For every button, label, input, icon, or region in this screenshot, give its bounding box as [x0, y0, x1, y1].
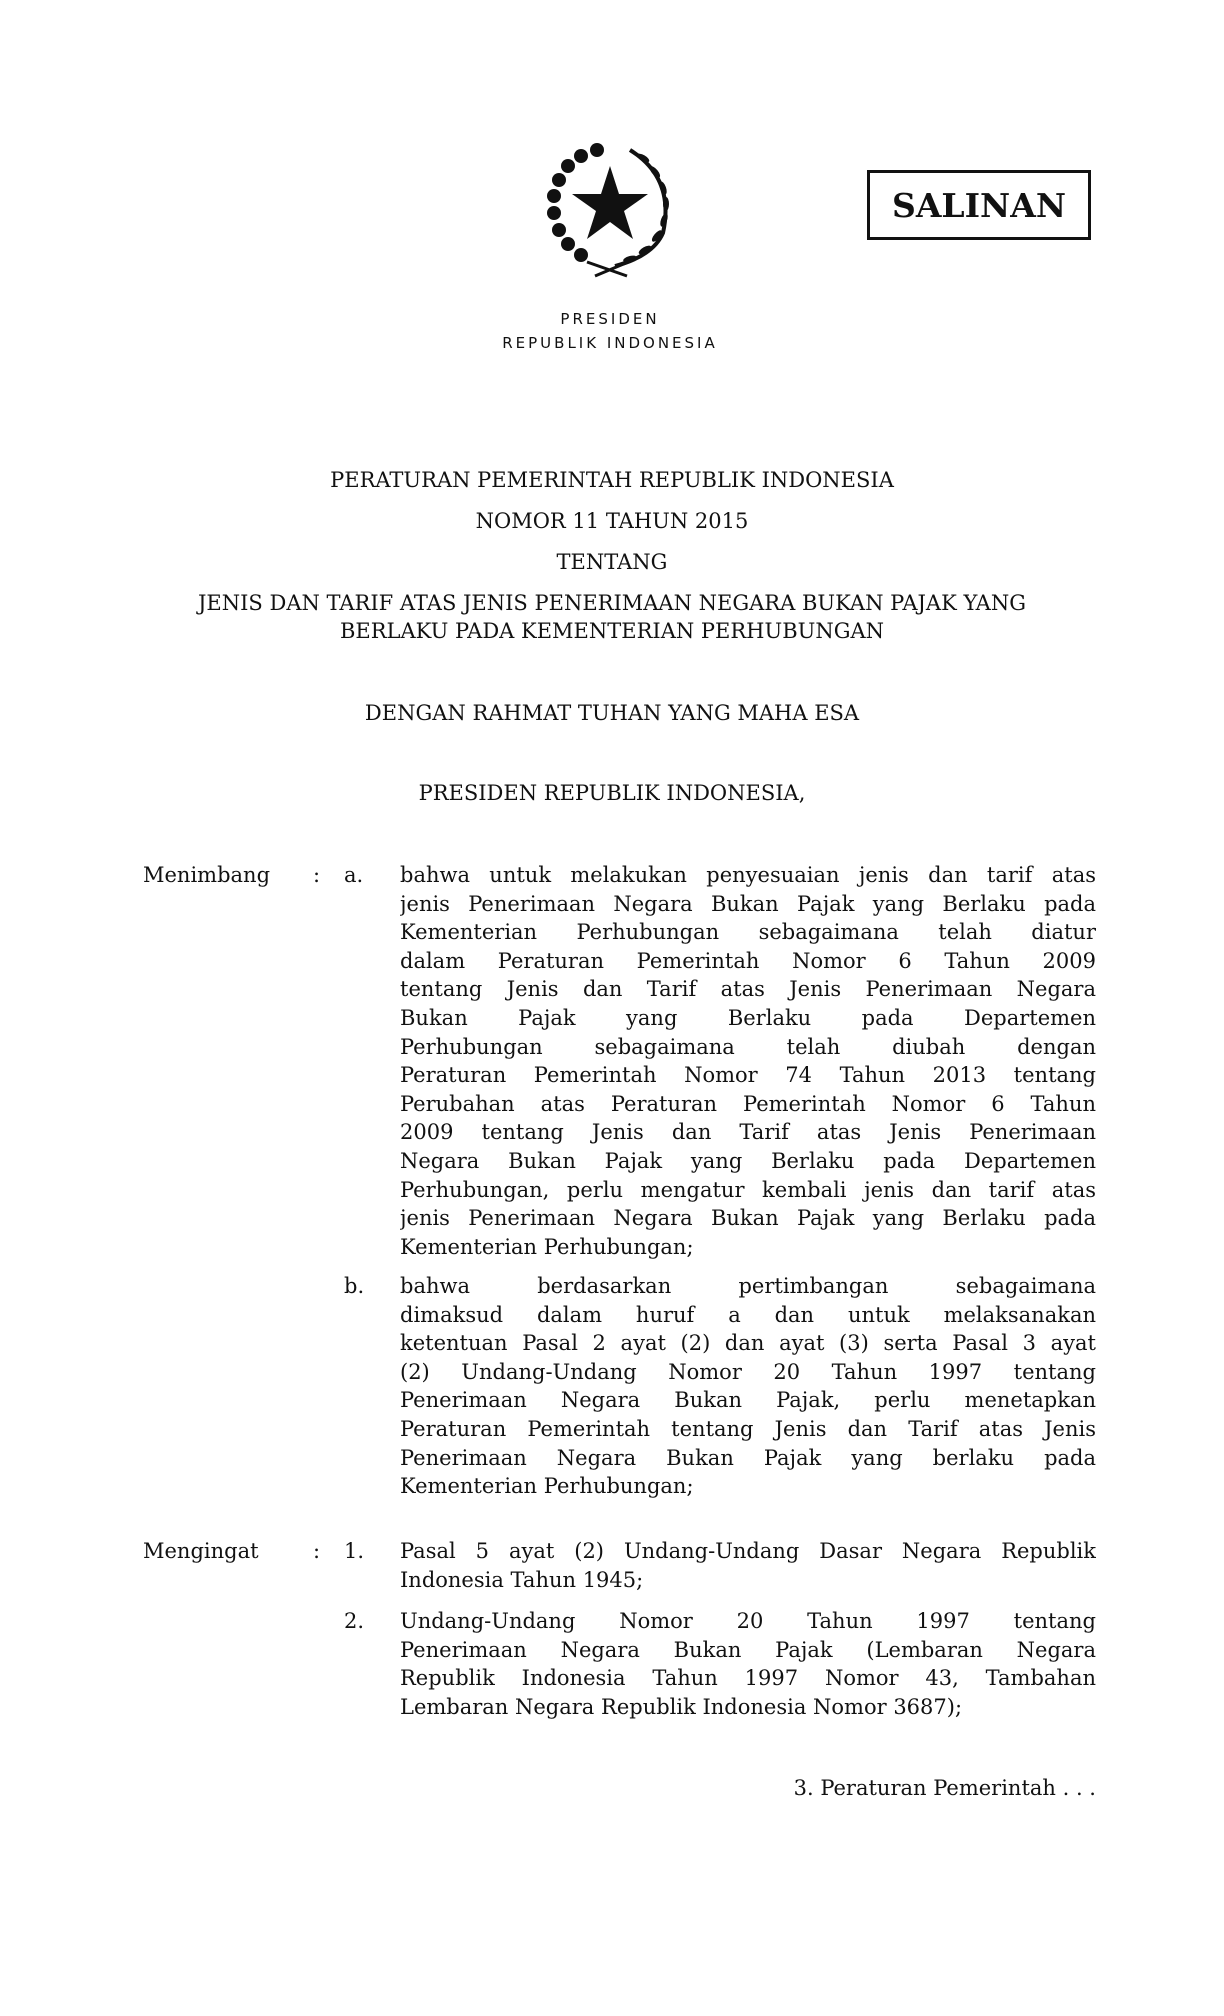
salinan-stamp: SALINAN	[867, 170, 1091, 240]
regulation-subject-line1: JENIS DAN TARIF ATAS JENIS PENERIMAAN NEGARA BUKAN PAJAK YANG	[198, 591, 1026, 615]
text-line: Indonesia Tahun 1945;	[400, 1567, 644, 1592]
mengingat-colon: :	[313, 1539, 321, 1563]
text-line: bahwa berdasarkan pertimbangan sebagaimana	[400, 1274, 1096, 1298]
presidential-emblem	[535, 138, 685, 278]
text-line: dimaksud dalam huruf a dan untuk melaksanakan	[400, 1302, 1096, 1327]
invocation: DENGAN RAHMAT TUHAN YANG MAHA ESA	[364, 701, 860, 725]
text-line: Penerimaan Negara Bukan Pajak yang berlaku pada	[400, 1445, 1096, 1470]
text-line: Bukan Pajak yang Berlaku pada Departemen	[400, 1005, 1096, 1030]
text-line: tentang Jenis dan Tarif atas Jenis Penerimaan Negara	[400, 977, 1096, 1002]
regulation-number: NOMOR 11 TAHUN 2015	[475, 509, 749, 533]
text-line: Kementerian Perhubungan;	[400, 1234, 694, 1259]
text-line: Kementerian Perhubungan sebagaimana telah diatur	[400, 920, 1096, 945]
text-line: Perubahan atas Peraturan Pemerintah Nomor 6 Tahun	[400, 1091, 1096, 1116]
letterhead-republik-indonesia: REPUBLIK INDONESIA	[502, 334, 718, 352]
text-line: Republik Indonesia Tahun 1997 Nomor 43, Tambahan	[400, 1666, 1096, 1691]
text-line: Kementerian Perhubungan;	[400, 1474, 694, 1499]
regulation-title: PERATURAN PEMERINTAH REPUBLIK INDONESIA	[330, 468, 894, 492]
mengingat-item-1	[400, 1537, 1096, 1594]
item-marker: a.	[344, 863, 364, 887]
item-marker: 1.	[344, 1539, 365, 1563]
item-marker: 2.	[344, 1609, 365, 1633]
text-line: bahwa untuk melakukan penyesuaian jenis dan tarif atas	[400, 863, 1096, 887]
regulation-subject-line2: BERLAKU PADA KEMENTERIAN PERHUBUNGAN	[339, 619, 885, 643]
text-line: Penerimaan Negara Bukan Pajak, perlu menetapkan	[400, 1388, 1096, 1413]
regulation-tentang: TENTANG	[556, 550, 668, 574]
text-line: Perhubungan, perlu mengatur kembali jenis dan tarif atas	[400, 1177, 1096, 1202]
text-line: Negara Bukan Pajak yang Berlaku pada Departemen	[400, 1148, 1096, 1173]
text-line: Peraturan Pemerintah Nomor 74 Tahun 2013 tentang	[400, 1063, 1096, 1088]
text-line: Penerimaan Negara Bukan Pajak (Lembaran Negara	[400, 1637, 1096, 1662]
menimbang-colon: :	[313, 863, 321, 887]
menimbang-label: Menimbang	[143, 863, 271, 887]
menimbang-item-a	[400, 861, 1096, 1261]
text-line: 2009 tentang Jenis dan Tarif atas Jenis Penerimaan	[400, 1120, 1096, 1145]
item-marker: b.	[344, 1274, 365, 1298]
text-line: Perhubungan sebagaimana telah diubah dengan	[400, 1034, 1096, 1059]
text-line: ketentuan Pasal 2 ayat (2) dan ayat (3) serta Pasal 3 ayat	[400, 1331, 1096, 1356]
text-line: jenis Penerimaan Negara Bukan Pajak yang Berlaku pada	[400, 891, 1096, 916]
text-line: Pasal 5 ayat (2) Undang-Undang Dasar Negara Republik	[400, 1539, 1096, 1563]
letterhead-presiden: PRESIDEN	[560, 310, 660, 328]
mengingat-item-2	[400, 1607, 1096, 1721]
text-line: Undang-Undang Nomor 20 Tahun 1997 tentang	[400, 1609, 1096, 1633]
president-heading: PRESIDEN REPUBLIK INDONESIA,	[418, 781, 806, 805]
text-line: jenis Penerimaan Negara Bukan Pajak yang Berlaku pada	[400, 1206, 1096, 1231]
text-line: Peraturan Pemerintah tentang Jenis dan Tarif atas Jenis	[400, 1416, 1096, 1441]
menimbang-item-b	[400, 1272, 1096, 1501]
page-continuation: 3. Peraturan Pemerintah . . .	[793, 1776, 1096, 1800]
text-line: dalam Peraturan Pemerintah Nomor 6 Tahun 2009	[400, 948, 1096, 973]
text-line: Lembaran Negara Republik Indonesia Nomor 3687);	[400, 1694, 963, 1719]
text-line: (2) Undang-Undang Nomor 20 Tahun 1997 tentang	[400, 1359, 1096, 1384]
mengingat-label: Mengingat	[143, 1539, 259, 1563]
